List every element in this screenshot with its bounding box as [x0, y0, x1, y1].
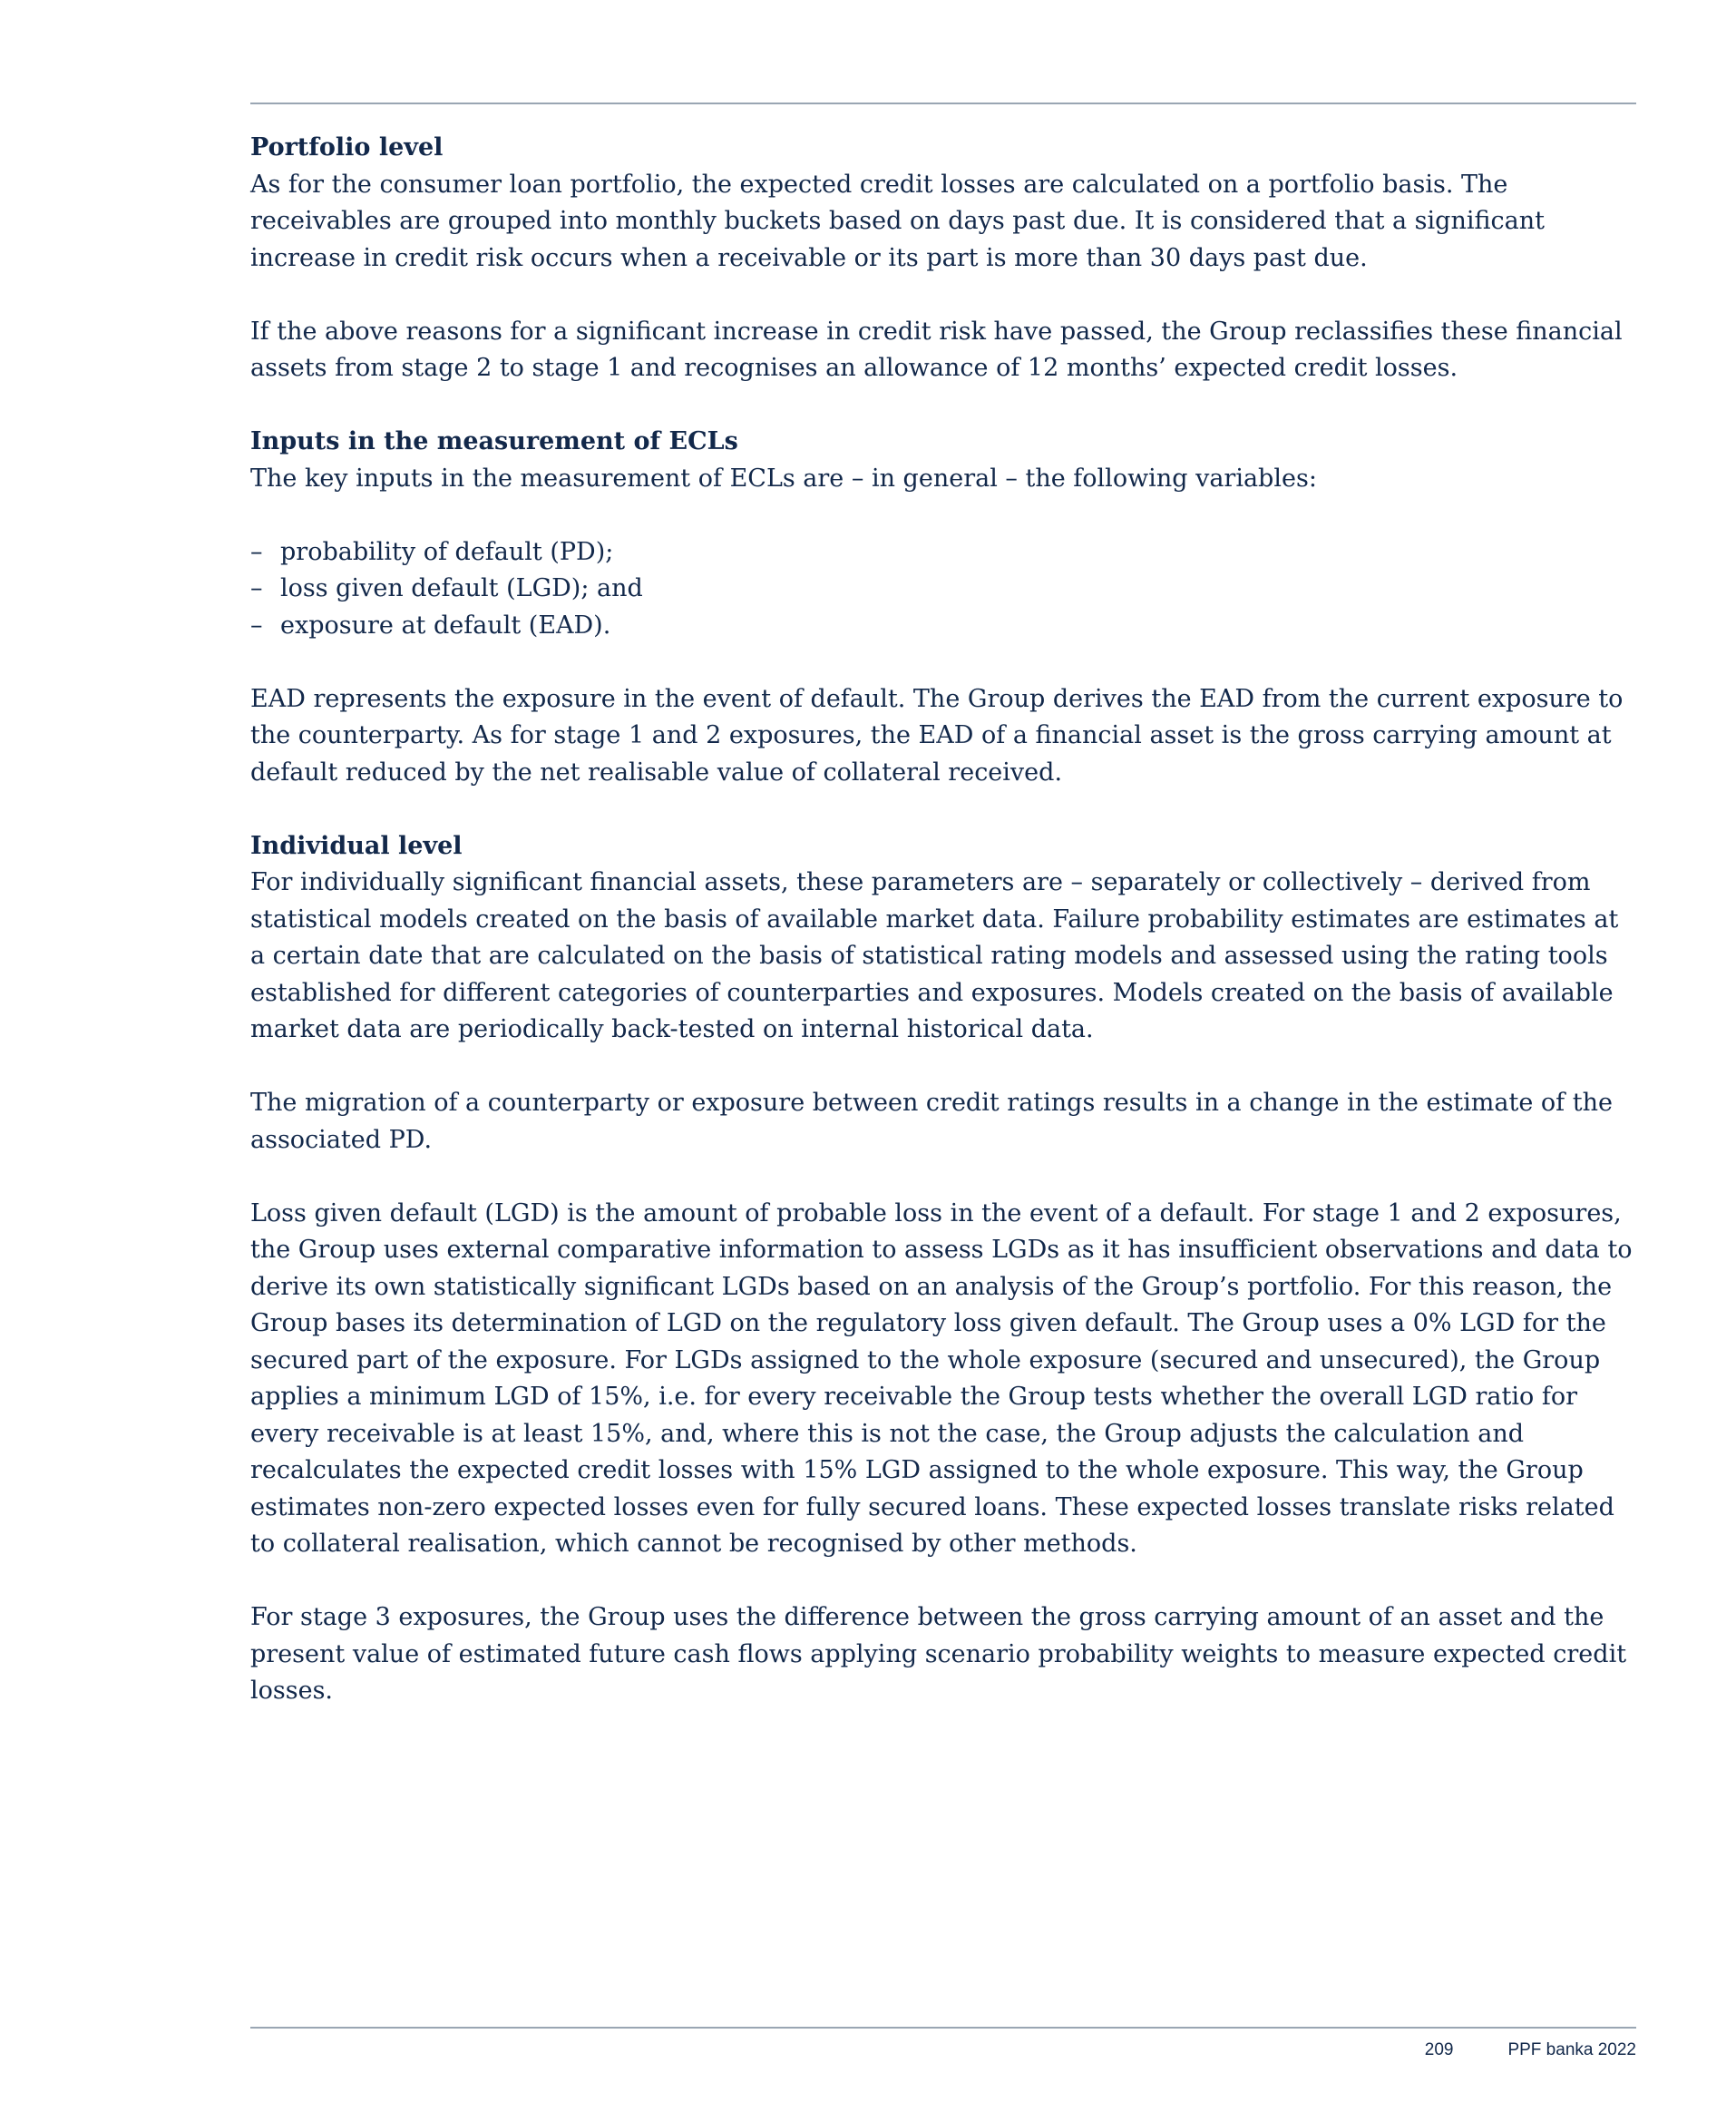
list-dash: – — [250, 574, 263, 602]
heading-individual-level: Individual level — [250, 831, 463, 860]
list-item-text: exposure at default (EAD). — [280, 611, 611, 640]
paragraph: If the above reasons for a significant increase in credit risk have passed, the Group reclassifies these financial assets from stage 2 to stage 1 and recognises an allowance of 12 months’ expected credit losses. — [250, 317, 1623, 382]
paragraph: For stage 3 exposures, the Group uses the difference between the gross carrying amount of an asset and the present value of estimated future cash flows applying scenario probability weights to measure expected credit losses. — [250, 1603, 1627, 1705]
heading-portfolio-level: Portfolio level — [250, 133, 444, 161]
list-item — [250, 608, 1636, 645]
list-dash: – — [250, 537, 263, 566]
list-item — [250, 534, 1636, 572]
publication-title: PPF banka 2022 — [1507, 2040, 1636, 2059]
list-dash: – — [250, 611, 263, 640]
page-footer — [1425, 2040, 1636, 2060]
bottom-divider — [250, 2027, 1636, 2029]
paragraph: For individually significant financial assets, these parameters are – separately or collectively – derived from statistical models created on the basis of available market data. Failure probability estimates are estimates at a certain date that are calculated on the basis of statistical rating models and assessed using the rating tools established for different categories of counterparties and exposures. Models created on the basis of available market data are periodically back-tested on internal historical data. — [250, 868, 1619, 1043]
paragraph: Loss given default (LGD) is the amount of probable loss in the event of a default. For stage 1 and 2 exposures, the Group uses external comparative information to assess LGDs as it has insufficient observations and data to derive its own statistically significant LGDs based on an analysis of the Group’s portfolio. For this reason, the Group bases its determination of LGD on the regulatory loss given default. The Group uses a 0% LGD for the secured part of the exposure. For LGDs assigned to the whole exposure (secured and unsecured), the Group applies a minimum LGD of 15%, i.e. for every receivable the Group tests whether the overall LGD ratio for every receivable is at least 15%, and, where this is not the case, the Group adjusts the calculation and recalculates the expected credit losses with 15% LGD assigned to the whole exposure. This way, the Group estimates non-zero expected losses even for fully secured loans. These expected losses translate risks related to collateral realisation, which cannot be recognised by other methods. — [250, 1198, 1633, 1558]
list-item-text: probability of default (PD); — [280, 537, 614, 566]
paragraph: The migration of a counterparty or exposure between credit ratings results in a change in the estimate of the associated PD. — [250, 1089, 1613, 1154]
page-number: 209 — [1424, 2040, 1454, 2059]
list-item-text: loss given default (LGD); and — [280, 574, 643, 602]
paragraph: EAD represents the exposure in the event of default. The Group derives the EAD from the current exposure to the counterparty. As for stage 1 and 2 exposures, the EAD of a financial asset is the gross carrying amount at default reduced by the net realisable value of collateral received. — [250, 684, 1624, 787]
paragraph: As for the consumer loan portfolio, the expected credit losses are calculated on a portfolio basis. The receivables are grouped into monthly buckets based on days past due. It is considered that a significant increase in credit risk occurs when a receivable or its part is more than 30 days past due. — [250, 170, 1545, 272]
list-item — [250, 571, 1636, 608]
paragraph: The key inputs in the measurement of ECLs are – in general – the following variables: — [250, 464, 1317, 493]
top-divider — [250, 103, 1636, 104]
variables-list — [250, 534, 1636, 645]
document-body — [250, 130, 1636, 1746]
heading-inputs-measurement: Inputs in the measurement of ECLs — [250, 427, 738, 455]
